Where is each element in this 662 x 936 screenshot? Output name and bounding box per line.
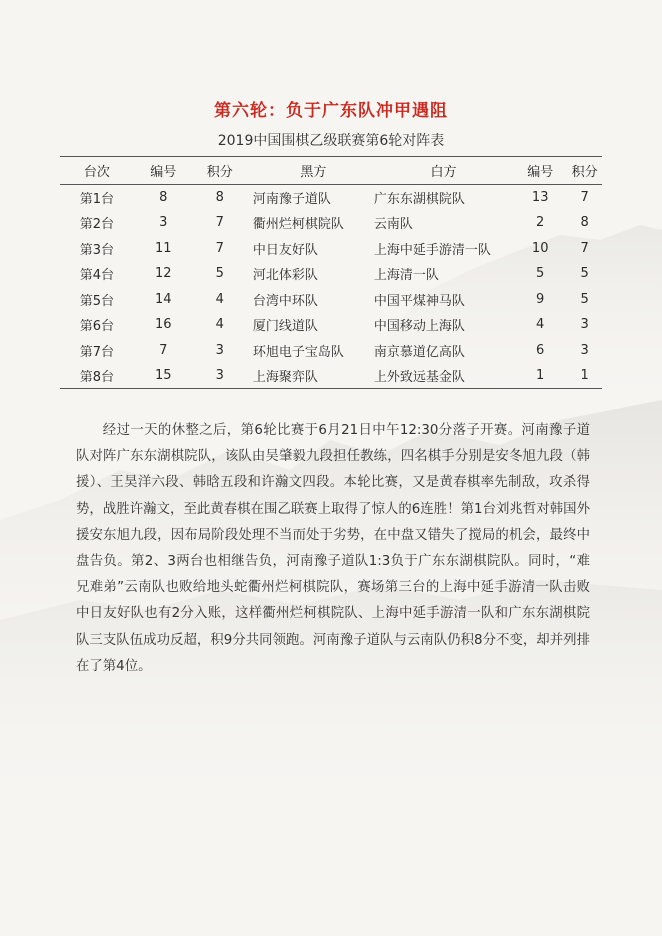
cell-black-number: 11 [154, 240, 172, 256]
cell-table-no: 第3台 [79, 242, 115, 258]
cell-white-points: 3 [580, 342, 589, 358]
cell-white-team: 云南队 [373, 217, 413, 233]
cell-white-points: 8 [580, 215, 589, 231]
table-row [60, 363, 602, 389]
cell-white-team: 上海中延手游清一队 [373, 242, 491, 258]
cell-black-points: 8 [215, 190, 224, 205]
page-title: 第六轮：负于广东队冲甲遇阻 [214, 101, 448, 121]
cell-white-number: 13 [531, 190, 549, 205]
cell-white-number: 1 [513, 363, 567, 389]
cell-black-number: 15 [134, 363, 193, 389]
table-title: 2019中国围棋乙级联赛第6轮对阵表 [217, 133, 445, 149]
cell-black-points: 4 [215, 291, 224, 307]
table-row [60, 236, 602, 262]
cell-white-team: 南京慕道亿高队 [373, 344, 465, 360]
table-row [60, 287, 602, 313]
cell-white-points: 3 [580, 317, 589, 333]
cell-table-no: 第2台 [79, 217, 115, 233]
table-row [60, 312, 602, 338]
cell-black-team: 衢州烂柯棋院队 [252, 217, 344, 233]
header-black-team: 黑方 [247, 157, 374, 185]
cell-table-no: 第7台 [79, 344, 115, 360]
cell-black-team: 环旭电子宝岛队 [252, 344, 344, 360]
cell-black-number: 12 [154, 266, 172, 282]
cell-white-team: 上海清一队 [373, 268, 439, 284]
cell-white-points: 1 [567, 363, 602, 389]
cell-white-team: 上外致远基金队 [374, 363, 513, 389]
cell-black-team: 河北体彩队 [252, 268, 318, 284]
cell-black-points: 5 [215, 266, 224, 282]
header-white-points: 积分 [567, 157, 602, 185]
header-white-number: 编号 [513, 157, 567, 185]
table-header-row [60, 157, 602, 185]
cell-white-team: 中国移动上海队 [373, 319, 465, 335]
cell-black-points: 7 [215, 215, 224, 231]
cell-table-no: 第4台 [79, 268, 115, 284]
pairing-table [60, 156, 602, 389]
cell-black-team: 中日友好队 [252, 242, 318, 258]
cell-black-number: 14 [154, 291, 172, 307]
header-table-no: 台次 [60, 157, 134, 185]
table-row [60, 338, 602, 364]
table-row [60, 210, 602, 236]
cell-white-points: 5 [580, 266, 589, 282]
cell-table-no: 第5台 [79, 293, 115, 309]
header-black-number: 编号 [134, 157, 193, 185]
cell-table-no: 第6台 [79, 319, 115, 335]
cell-black-points: 4 [215, 317, 224, 333]
cell-black-number: 3 [159, 215, 168, 231]
cell-white-points: 7 [580, 240, 589, 256]
table-row [60, 261, 602, 287]
cell-white-number: 4 [536, 317, 545, 333]
cell-white-team: 中国平煤神马队 [373, 293, 465, 309]
header-black-points: 积分 [193, 157, 247, 185]
cell-black-points: 3 [215, 342, 224, 358]
cell-white-number: 10 [531, 240, 549, 256]
cell-black-points: 7 [215, 240, 224, 256]
cell-white-number: 9 [536, 291, 545, 307]
cell-black-team: 台湾中环队 [252, 293, 318, 309]
cell-white-number: 5 [536, 266, 545, 282]
cell-black-team: 厦门线道队 [252, 319, 318, 335]
cell-white-number: 6 [536, 342, 545, 358]
cell-table-no: 第1台 [79, 192, 115, 207]
table-row [60, 185, 602, 211]
cell-black-number: 7 [159, 342, 168, 358]
cell-black-points: 3 [193, 363, 247, 389]
cell-white-number: 2 [536, 215, 545, 231]
cell-black-number: 16 [154, 317, 172, 333]
cell-white-team: 广东东湖棋院队 [373, 192, 465, 207]
cell-black-number: 8 [159, 190, 168, 205]
cell-white-points: 7 [580, 190, 589, 205]
cell-black-team: 河南豫子道队 [252, 192, 331, 207]
cell-black-team: 上海聚弈队 [247, 363, 374, 389]
header-white-team: 白方 [374, 157, 513, 185]
article-paragraph: 经过一天的休整之后，第6轮比赛于6月21日中午12:30分落子开赛。河南豫子道队对阵广东东湖棋院队，该队由吴肇毅九段担任教练，四名棋手分别是安冬旭九段（韩援）、王昊洋六段、韩晗五段和许瀚文四段。本轮比赛，又是黄春棋率先制敌，攻杀得势，战胜许瀚文，至此黄春棋在围乙联赛上取得了惊人的6连胜！第1台刘兆哲对韩国外援安东旭九段，因布局阶段处理不当而处于劣势，在中盘又错失了搅局的机会，最终中盘告负。第2、3两台也相继告负，河南豫子道队1:3负于广东东湖棋院队。同时，“难兄难弟”云南队也败给地头蛇衢州烂柯棋院队，赛场第三台的上海中延手游清一队击败中日友好队也有2分入账，这样衢州烂柯棋院队、上海中延手游清一队和广东东湖棋院队三支队伍成功反超，积9分共同领跑。河南豫子道队与云南队仍积8分不变，却并列排在了第4位。 [76, 423, 590, 674]
cell-white-points: 5 [580, 291, 589, 307]
cell-table-no: 第8台 [60, 363, 134, 389]
